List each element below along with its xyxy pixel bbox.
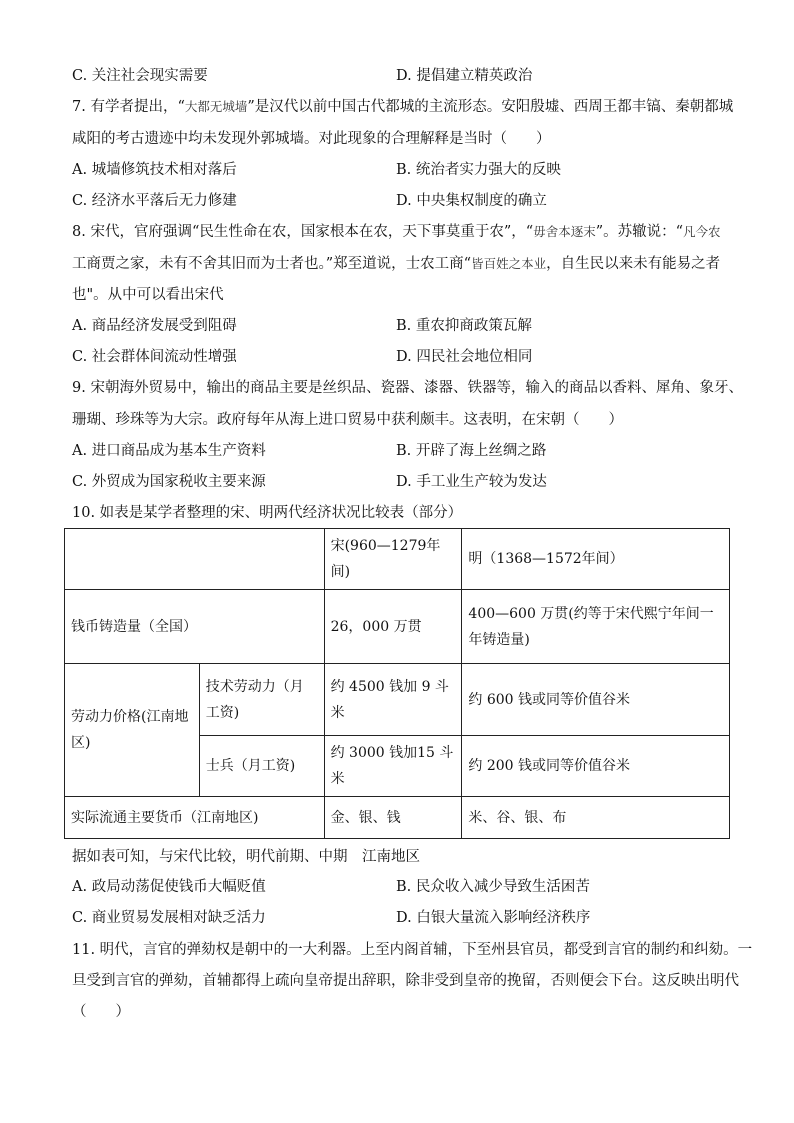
q7-stem-line2: 咸阳的考古遗迹中均未发现外郭城墙。对此现象的合理解释是当时（ ）: [72, 131, 551, 147]
table-row-skilled-labor: [65, 664, 730, 736]
q10-option-d: D. 白银大量流入影响经济秩序: [396, 910, 591, 926]
row-currency-song: 金、银、钱: [324, 797, 462, 839]
row-labor-label: 劳动力价格(江南地区): [65, 664, 200, 797]
q10-stem: 据如表可知，与宋代比较，明代前期、中期 江南地区: [72, 849, 420, 865]
q7-stem-line1: [72, 97, 733, 117]
q7-option-a: A. 城墙修筑技术相对落后: [72, 162, 237, 178]
row-coin-song: 26，000 万贯: [324, 590, 462, 664]
row-soldier-song: 约 3000 钱加15 斗米: [324, 736, 462, 797]
q8-option-c: C. 社会群体间流动性增强: [72, 349, 237, 365]
q9-option-c: C. 外贸成为国家税收主要来源: [72, 474, 266, 490]
q8-option-b: B. 重农抑商政策瓦解: [396, 318, 532, 334]
q6-option-c: C. 关注社会现实需要: [72, 68, 208, 84]
row-skilled-ming: 约 600 钱或同等价值谷米: [462, 664, 730, 736]
q9-option-a: A. 进口商品成为基本生产资料: [72, 443, 266, 459]
q11-stem-line1: 11. 明代，言官的弹劾权是朝中的一大利器。上至内阁首辅，下至州县官员，都受到言官的制约和纠劾。一: [72, 942, 753, 958]
q8-stem-text: ，自生民以来未有能易之者: [546, 256, 721, 272]
q7-option-c: C. 经济水平落后无力修建: [72, 193, 237, 209]
q10-intro: 10. 如表是某学者整理的宋、明两代经济状况比较表（部分）: [72, 505, 463, 521]
q8-stem-line2: [72, 254, 720, 274]
q8-quote: 凡今农: [683, 224, 721, 239]
row-soldier-label: 士兵（月工资): [199, 736, 324, 797]
q6-option-d: D. 提倡建立精英政治: [396, 68, 533, 84]
row-soldier-ming: 约 200 钱或同等价值谷米: [462, 736, 730, 797]
q11-stem-line3: （ ）: [72, 1004, 130, 1020]
q9-stem-line2: 珊瑚、珍珠等为大宗。政府每年从海上进口贸易中获利颇丰。这表明，在宋朝（ ）: [72, 412, 623, 428]
row-skilled-song: 约 4500 钱加 9 斗米: [324, 664, 462, 736]
q8-stem-line1: [72, 222, 721, 242]
q7-quote: 大都无城墙: [184, 99, 248, 114]
table-row-currency: [65, 797, 730, 839]
q8-stem-text: 工商贾之家，未有不舍其旧而为士者也。”郑至道说，士农工商“: [72, 256, 472, 272]
q10-option-c: C. 商业贸易发展相对缺乏活力: [72, 910, 266, 926]
q8-option-a: A. 商品经济发展受到阻碍: [72, 318, 237, 334]
table-header-row: [65, 529, 730, 590]
q8-quote: 皆百姓之本业: [471, 256, 547, 271]
q7-option-b: B. 统治者实力强大的反映: [396, 162, 561, 178]
q10-option-b: B. 民众收入减少导致生活困苦: [396, 879, 590, 895]
q8-option-d: D. 四民社会地位相同: [396, 349, 533, 365]
header-ming: 明（1368—1572年间）: [462, 529, 730, 590]
row-currency-ming: 米、谷、银、布: [462, 797, 730, 839]
header-song: 宋(960—1279年间): [324, 529, 462, 590]
q10-option-a: A. 政局动荡促使钱币大幅贬值: [72, 879, 266, 895]
row-currency-label: 实际流通主要货币（江南地区): [65, 797, 325, 839]
q9-option-b: B. 开辟了海上丝绸之路: [396, 443, 547, 459]
q8-stem-line3: 也"。从中可以看出宋代: [72, 287, 224, 303]
q7-stem-text: ”是汉代以前中国古代都城的主流形态。安阳殷墟、西周王都丰镐、秦朝都城: [247, 99, 734, 115]
row-coin-label: 钱币铸造量（全国）: [65, 590, 325, 664]
q8-stem-text: 8. 宋代，官府强调“民生性命在农，国家根本在农，天下事莫重于农”，“: [72, 224, 534, 240]
row-coin-ming: 400—600 万贯(约等于宋代熙宁年间一年铸造量): [462, 590, 730, 664]
table-corner-cell: [65, 529, 325, 590]
q7-stem-text: 7. 有学者提出，“: [72, 99, 185, 115]
table-row-coin: [65, 590, 730, 664]
q8-stem-text: ”。苏辙说：“: [595, 224, 684, 240]
q9-stem-line1: 9. 宋朝海外贸易中，输出的商品主要是丝织品、瓷器、漆器、铁器等，输入的商品以香料、犀角、象牙、: [72, 380, 743, 396]
q7-option-d: D. 中央集权制度的确立: [396, 193, 547, 209]
q11-stem-line2: 旦受到言官的弹劾，首辅都得上疏向皇帝提出辞职，除非受到皇帝的挽留，否则便会下台。这反映出明代: [72, 973, 739, 989]
q9-option-d: D. 手工业生产较为发达: [396, 474, 547, 490]
comparison-table: [64, 528, 730, 839]
row-skilled-label: 技术劳动力（月工资): [199, 664, 324, 736]
q8-quote: 毋舍本逐末: [533, 224, 596, 239]
